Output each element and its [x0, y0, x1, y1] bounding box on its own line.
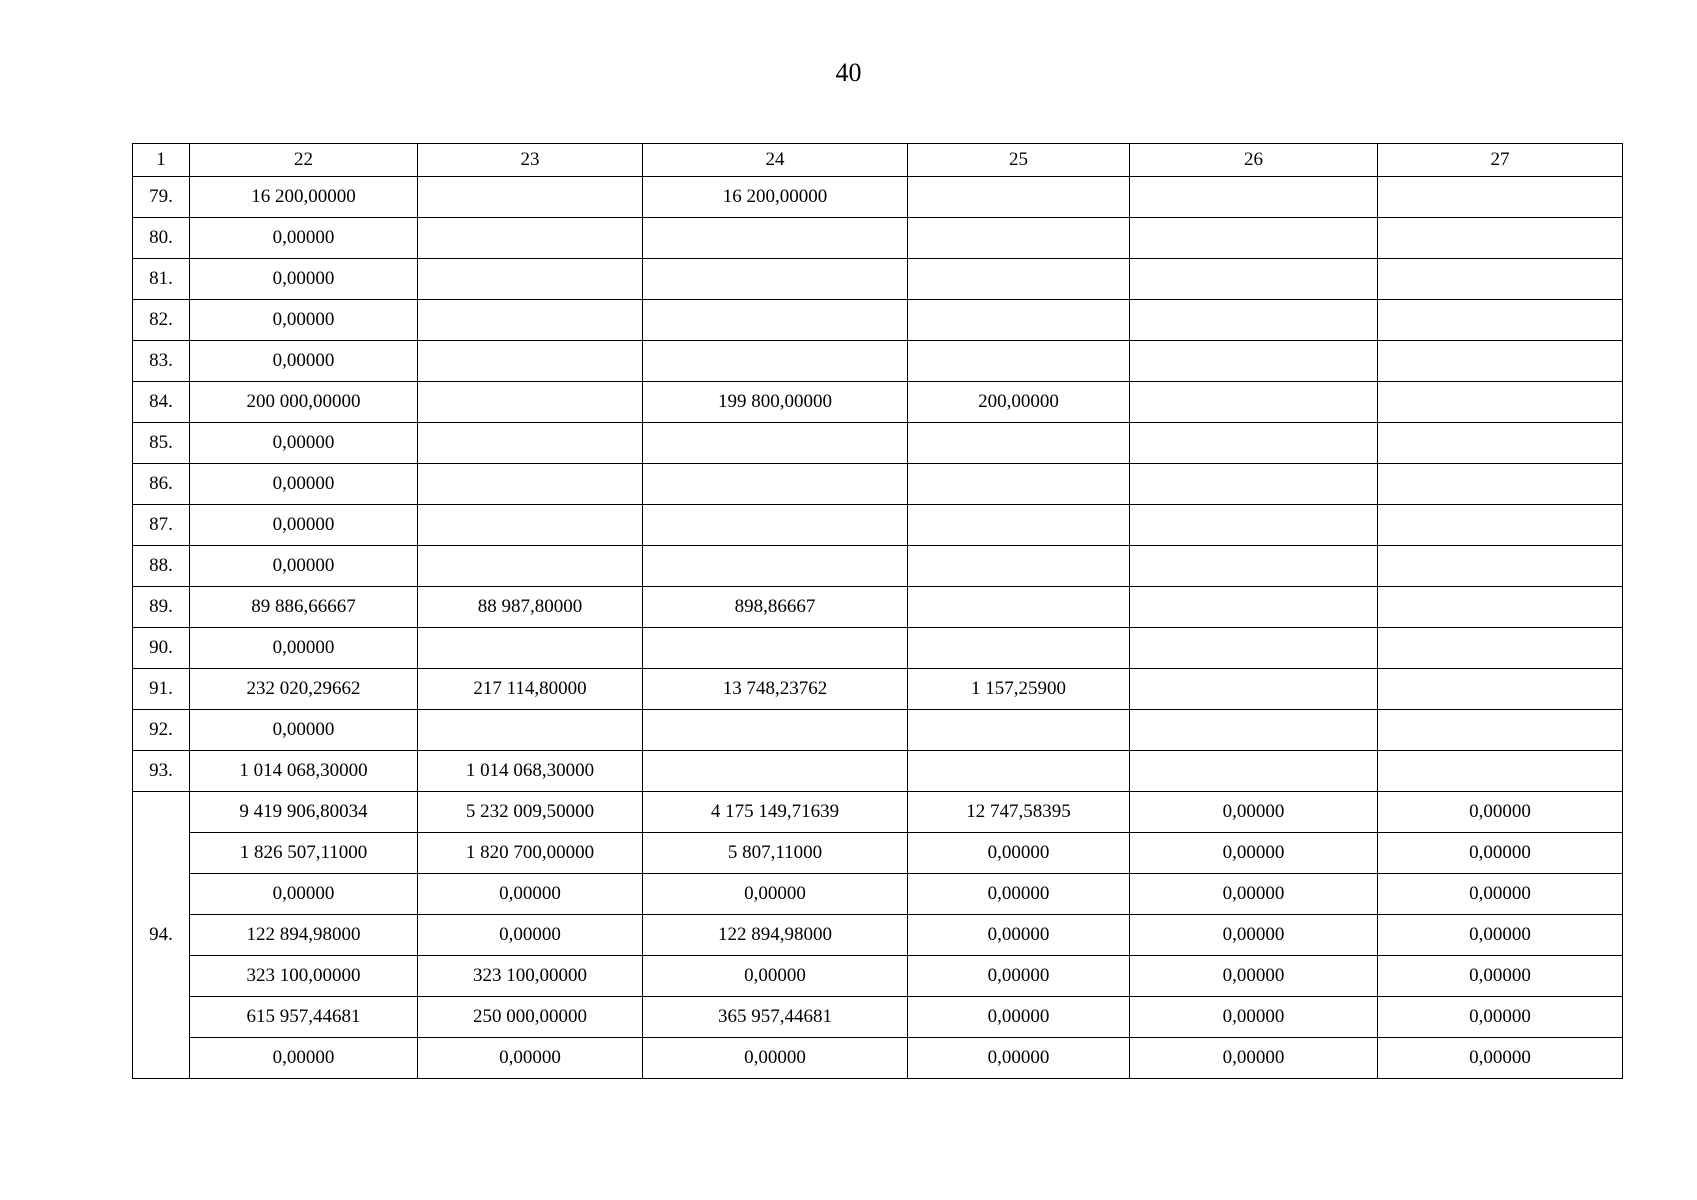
table-header — [133, 144, 1623, 177]
table-row — [133, 300, 1623, 341]
table-cell — [908, 751, 1130, 792]
table-cell — [1378, 423, 1623, 464]
table-row — [133, 423, 1623, 464]
table-cell: 0,00000 — [1130, 792, 1378, 833]
row-number-cell: 84. — [133, 382, 190, 423]
table-cell: 5 232 009,50000 — [418, 792, 643, 833]
table-cell — [1130, 546, 1378, 587]
table-cell: 16 200,00000 — [643, 177, 908, 218]
table-cell — [1378, 669, 1623, 710]
table-cell: 9 419 906,80034 — [190, 792, 418, 833]
table-cell — [418, 546, 643, 587]
table-cell — [1130, 669, 1378, 710]
table-cell — [418, 382, 643, 423]
table-row — [133, 751, 1623, 792]
table-cell: 0,00000 — [1130, 997, 1378, 1038]
table-cell: 0,00000 — [190, 1038, 418, 1079]
header-cell: 27 — [1378, 144, 1623, 177]
table-cell: 0,00000 — [908, 833, 1130, 874]
table-row — [133, 464, 1623, 505]
table-cell: 0,00000 — [908, 874, 1130, 915]
table-cell — [1130, 341, 1378, 382]
table-cell — [1130, 710, 1378, 751]
table-cell: 12 747,58395 — [908, 792, 1130, 833]
table-cell: 0,00000 — [1378, 1038, 1623, 1079]
table-cell: 0,00000 — [190, 218, 418, 259]
table-cell: 0,00000 — [190, 874, 418, 915]
table-row — [133, 218, 1623, 259]
table-cell: 217 114,80000 — [418, 669, 643, 710]
table-cell: 0,00000 — [1130, 833, 1378, 874]
table-cell: 0,00000 — [1378, 792, 1623, 833]
row-number-cell: 81. — [133, 259, 190, 300]
table-cell — [418, 628, 643, 669]
table-cell — [1378, 177, 1623, 218]
table-cell: 323 100,00000 — [418, 956, 643, 997]
table-row — [133, 874, 1623, 915]
table-cell: 0,00000 — [190, 505, 418, 546]
table-cell: 0,00000 — [1130, 956, 1378, 997]
row-number-cell: 90. — [133, 628, 190, 669]
table-cell: 0,00000 — [1378, 833, 1623, 874]
table-cell: 0,00000 — [643, 956, 908, 997]
table-cell: 0,00000 — [190, 259, 418, 300]
table-cell — [643, 300, 908, 341]
table-cell — [1130, 751, 1378, 792]
row-number-cell: 92. — [133, 710, 190, 751]
table-cell: 1 820 700,00000 — [418, 833, 643, 874]
table-cell — [418, 177, 643, 218]
table-cell — [643, 259, 908, 300]
table-cell: 199 800,00000 — [643, 382, 908, 423]
row-number-cell: 80. — [133, 218, 190, 259]
table-cell — [418, 259, 643, 300]
table-cell: 0,00000 — [190, 710, 418, 751]
table-row — [133, 710, 1623, 751]
table-cell: 89 886,66667 — [190, 587, 418, 628]
row-number-cell: 83. — [133, 341, 190, 382]
table-cell — [1378, 218, 1623, 259]
table-cell: 200 000,00000 — [190, 382, 418, 423]
table-cell: 365 957,44681 — [643, 997, 908, 1038]
row-number-cell: 85. — [133, 423, 190, 464]
table-cell — [1378, 587, 1623, 628]
header-cell: 23 — [418, 144, 643, 177]
table-cell — [418, 218, 643, 259]
table-cell — [643, 505, 908, 546]
table-row — [133, 1038, 1623, 1079]
table-row — [133, 382, 1623, 423]
table-cell: 323 100,00000 — [190, 956, 418, 997]
table-cell — [1130, 505, 1378, 546]
table-cell — [643, 628, 908, 669]
table-cell — [1378, 628, 1623, 669]
table-cell — [643, 710, 908, 751]
page-number: 40 — [835, 58, 862, 87]
table-cell — [1130, 628, 1378, 669]
table-cell: 0,00000 — [908, 956, 1130, 997]
table-cell: 0,00000 — [1130, 874, 1378, 915]
table-cell: 898,86667 — [643, 587, 908, 628]
table-cell — [1130, 218, 1378, 259]
table-cell — [908, 628, 1130, 669]
table-cell — [643, 546, 908, 587]
table-cell: 250 000,00000 — [418, 997, 643, 1038]
table-cell — [643, 751, 908, 792]
table-cell: 0,00000 — [190, 628, 418, 669]
table-cell: 88 987,80000 — [418, 587, 643, 628]
table-cell: 0,00000 — [418, 1038, 643, 1079]
table-cell: 232 020,29662 — [190, 669, 418, 710]
table-cell: 13 748,23762 — [643, 669, 908, 710]
table-cell — [418, 710, 643, 751]
row-number-cell: 88. — [133, 546, 190, 587]
table-cell — [908, 177, 1130, 218]
table-cell: 1 826 507,11000 — [190, 833, 418, 874]
table-cell — [1130, 177, 1378, 218]
table-row — [133, 628, 1623, 669]
table-row — [133, 792, 1623, 833]
table-cell — [1130, 587, 1378, 628]
table-cell — [1130, 382, 1378, 423]
table-cell — [1378, 751, 1623, 792]
table-cell — [1130, 423, 1378, 464]
table-row — [133, 956, 1623, 997]
table-cell: 0,00000 — [190, 341, 418, 382]
table-cell — [908, 505, 1130, 546]
table-cell: 0,00000 — [190, 423, 418, 464]
table-cell — [908, 710, 1130, 751]
row-number-cell: 89. — [133, 587, 190, 628]
row-number-cell: 86. — [133, 464, 190, 505]
table-row — [133, 341, 1623, 382]
table-row — [133, 259, 1623, 300]
table-cell: 0,00000 — [908, 997, 1130, 1038]
table-cell: 0,00000 — [1378, 915, 1623, 956]
row-number-cell: 91. — [133, 669, 190, 710]
table-row — [133, 505, 1623, 546]
table-cell: 615 957,44681 — [190, 997, 418, 1038]
table-cell — [418, 464, 643, 505]
table-cell: 122 894,98000 — [190, 915, 418, 956]
row-number-cell: 82. — [133, 300, 190, 341]
table-cell — [643, 218, 908, 259]
table-cell — [418, 300, 643, 341]
table-cell — [418, 423, 643, 464]
table-cell — [1378, 505, 1623, 546]
table-cell: 1 014 068,30000 — [418, 751, 643, 792]
table-cell: 16 200,00000 — [190, 177, 418, 218]
row-number-cell: 93. — [133, 751, 190, 792]
table-cell: 200,00000 — [908, 382, 1130, 423]
table-cell — [1378, 546, 1623, 587]
header-row — [133, 144, 1623, 177]
table-cell — [1378, 382, 1623, 423]
table-cell: 0,00000 — [643, 874, 908, 915]
table-cell — [418, 341, 643, 382]
header-cell: 1 — [133, 144, 190, 177]
table-body — [133, 177, 1623, 1079]
row-number-cell: 94. — [133, 792, 190, 1079]
table-cell — [908, 300, 1130, 341]
table-row — [133, 915, 1623, 956]
table-cell: 0,00000 — [1378, 956, 1623, 997]
header-cell: 26 — [1130, 144, 1378, 177]
table-cell — [1130, 259, 1378, 300]
table-cell: 0,00000 — [418, 874, 643, 915]
table-cell — [643, 464, 908, 505]
table-cell — [908, 341, 1130, 382]
table-cell — [1378, 710, 1623, 751]
table-cell — [1378, 464, 1623, 505]
table-cell: 0,00000 — [190, 546, 418, 587]
table-cell: 0,00000 — [643, 1038, 908, 1079]
table-cell: 0,00000 — [1130, 915, 1378, 956]
table-cell: 0,00000 — [1130, 1038, 1378, 1079]
table-cell — [643, 423, 908, 464]
table-cell — [908, 546, 1130, 587]
table-row — [133, 997, 1623, 1038]
table-cell — [908, 587, 1130, 628]
table-cell: 0,00000 — [1378, 874, 1623, 915]
table-cell — [1130, 300, 1378, 341]
table-cell: 0,00000 — [190, 464, 418, 505]
table-cell: 0,00000 — [1378, 997, 1623, 1038]
table-row — [133, 833, 1623, 874]
table-cell — [1378, 259, 1623, 300]
table-cell — [418, 505, 643, 546]
table-cell — [643, 341, 908, 382]
data-table — [132, 143, 1623, 1079]
table-cell: 4 175 149,71639 — [643, 792, 908, 833]
table-cell: 1 157,25900 — [908, 669, 1130, 710]
table-row — [133, 669, 1623, 710]
table-cell: 0,00000 — [418, 915, 643, 956]
table-cell — [908, 218, 1130, 259]
row-number-cell: 87. — [133, 505, 190, 546]
table-row — [133, 587, 1623, 628]
table-cell — [1130, 464, 1378, 505]
table-cell — [908, 464, 1130, 505]
table-cell — [908, 259, 1130, 300]
table-cell: 5 807,11000 — [643, 833, 908, 874]
table-cell — [1378, 341, 1623, 382]
table-row — [133, 177, 1623, 218]
table-cell: 0,00000 — [908, 915, 1130, 956]
table-cell — [908, 423, 1130, 464]
header-cell: 24 — [643, 144, 908, 177]
table-cell — [1378, 300, 1623, 341]
table-cell: 0,00000 — [908, 1038, 1130, 1079]
table-row — [133, 546, 1623, 587]
row-number-cell: 79. — [133, 177, 190, 218]
header-cell: 22 — [190, 144, 418, 177]
table-cell: 0,00000 — [190, 300, 418, 341]
table-cell: 122 894,98000 — [643, 915, 908, 956]
table-cell: 1 014 068,30000 — [190, 751, 418, 792]
header-cell: 25 — [908, 144, 1130, 177]
